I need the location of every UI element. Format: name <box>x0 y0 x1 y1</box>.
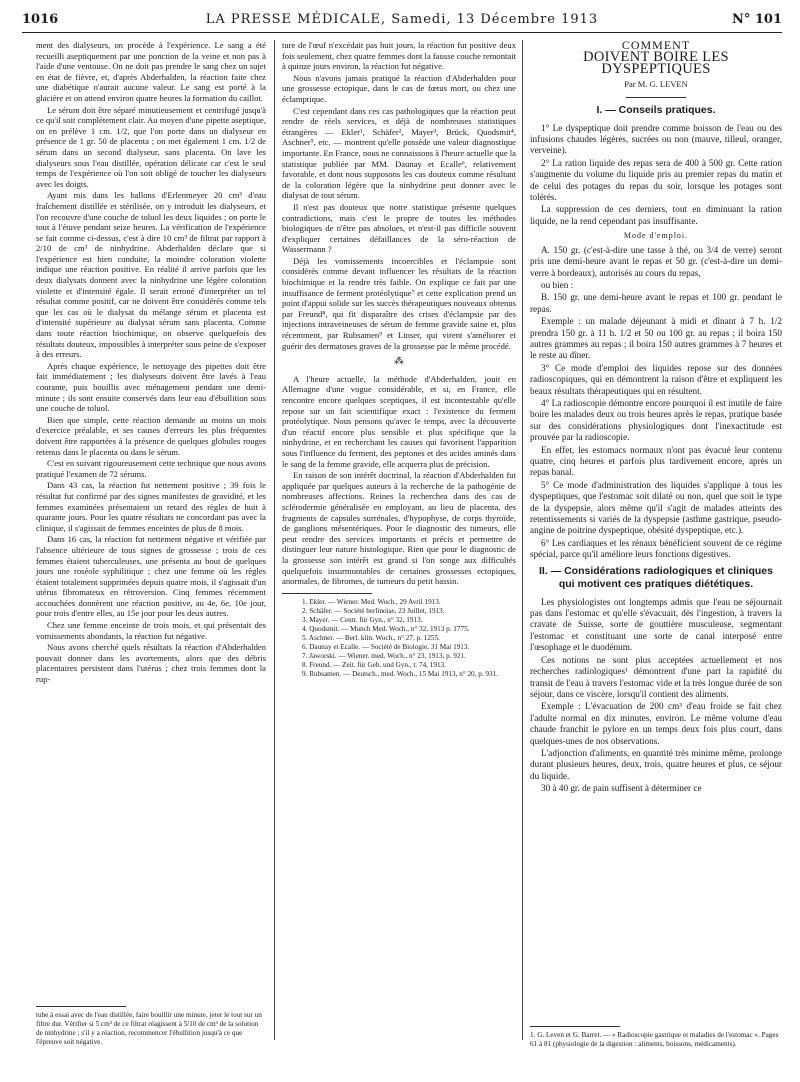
footnote: 5. Aschner. — Berl. klin. Woch., n° 27, p. 1255. <box>302 633 440 642</box>
paragraph: Nous n'avons jamais pratiqué la réaction d'Abderhalden pour une grossesse ectopique, dans le cas de fœtus mort, ou chez une éclamptique. <box>282 72 516 104</box>
paragraph: Les physiologistes ont longtemps admis que l'eau ne séjournait pas dans l'estomac et qu'elle s'évacuait, dès l'ingestion, à travers la cravate de Suisse, sorte de gouttière musculeuse, segmentant l'estomac et constituant une sorte de canal interposé entre l'œsophage et le duodénum. <box>530 596 782 653</box>
footnote: 8. Freund. — Zeit. für Geb. und Gyn., t. 74, 1913. <box>302 660 446 669</box>
paragraph: Le sérum doit être séparé minutieusement et centrifugé jusqu'à ce qu'il soit complètement clair. Au moyen d'une pipette aseptique, on en prélève 1 cm. 1/2, que l'on porte dans un dialyseur en présence de 1 gr. 50 de placenta ; on met également 1 cm. 1/2 de sérum dans un second dialyseur, sans placenta. On lave les dialyseurs sous l'eau distillée, opération délicate car c'est le seul temps de l'expérience où l'on soit obligé de toucher les dialyseurs avec les doigts. <box>36 104 266 189</box>
column-3 <box>530 40 782 1040</box>
paragraph: ture de l'œuf n'excédait pas huit jours, la réaction fut positive deux fois seulement, chez quatre femmes dont la fausse couche remontait à quinze jours environ, la réaction fut négative. <box>282 40 516 72</box>
paragraph: Dans 43 cas, la réaction fut nettement positive ; 39 fois le résultat fut confirmé par des signes manifestes de gravidité, et les femmes examinées présentaient un retard des règles de huit à quarante jours. Pour les quatre résultats ne concordant pas avec la clinique, il s'agissait de femmes enceintes de plus de 8 mois. <box>36 480 266 533</box>
paragraph: C'est cependant dans ces cas pathologiques que la réaction peut rendre de réels services, et déjà de nombreuses statistiques étrangères — Ekler¹, Schäfer², Mayer³, Brück, Quodsmit⁴, Aschner⁵, etc. — montrent qu'elle possède une valeur diagnostique importante. En France, nous ne connaissons à l'heure actuelle que la statistique publiée par MM. Daunay et Ecalle⁶, relativement favorable, et dont nous supposons les cas douteux comme résultant de la coloration légère que la ninhydrine peut donner avec le dialysat de tout sérum. <box>282 105 516 201</box>
column-divider <box>274 40 275 1040</box>
footnote: 3. Mayer. — Centr. für Gyn., n° 32, 1913. <box>302 615 423 624</box>
title-rule <box>626 97 686 98</box>
paragraph: 30 à 40 gr. de pain suffisent à déterminer ce <box>541 783 702 794</box>
article-byline: Par M. G. LEVEN <box>624 79 688 90</box>
article-title-line1: COMMENT <box>621 38 691 52</box>
paragraph: Exemple : un malade déjeunant à midi et dînant à 7 h. 1/2 prendra 150 gr. à 11 h. 1/2 et 50 ou 100 gr. au repas ; il boira 150 autres grammes au repas ; il boira 150 autres grammes à 7 heures et le reste au dîner. <box>530 316 782 361</box>
issue-number: N° 101 <box>731 12 782 27</box>
footnote-rule <box>530 1026 620 1027</box>
paragraph: ou bien : <box>541 279 574 290</box>
paragraph: 5° Ce mode d'administration des liquides s'applique à tous les dyspeptiques, que l'estomac soit dilaté ou non, quel que soit le type de la dyspepsie, alors même qu'il s'agit de malades atteints des retentissements si variés de la dyspepsie (asthme gastrique, pseudo-angine de poitrine dyspeptique, obésité dyspeptique, etc.). <box>530 479 782 536</box>
footnote-continuation <box>36 1000 266 1047</box>
paragraph: Nous avons cherché quels résultats la réaction d'Abderhalden pouvait donner dans les avortements, alors que des débris placentaires persistent dans l'utérus ; chez trois femmes dont la rup- <box>36 642 266 685</box>
paragraph: L'adjonction d'aliments, en quantité très minime même, prolonge durant plusieurs heures, deux, trois, quatre heures et plus, ce séjour du liquide. <box>530 747 782 781</box>
paragraph: La suppression de ces derniers, tout en diminuant la ration liquide, ne la rend cependant pas insuffisante. <box>530 204 782 226</box>
paragraph: 2° La ration liquide des repas sera de 400 à 500 gr. Cette ration s'augmente du volume du liquide pris au premier repas du matin et de celui des potages du repas du soir, lorsque les potages sont tolérés. <box>530 157 782 203</box>
footnote: 7. Jaworski. — Wiener. med. Woch., n° 23, 1913, p. 921. <box>302 651 466 660</box>
article-title-line2: DOIVENT BOIRE LES DYSPEPTIQUES <box>583 49 729 77</box>
paragraph: C'est en suivant rigoureusement cette technique que nous avons pratiqué l'examen de 72 sérums. <box>36 458 266 479</box>
subheading: Mode d'emploi. <box>623 231 689 241</box>
footnote-rule <box>36 1006 126 1007</box>
paragraph: B. 150 gr. une demi-heure avant le repas et 100 gr. pendant le repas. <box>530 292 782 314</box>
column-divider <box>522 40 523 1040</box>
section-separator-stars: ⁂ <box>394 356 404 368</box>
section-heading: II. — Considérations radiologiques et cliniques qui motivent ces pratiques diététiques. <box>539 564 773 590</box>
footnote-text: tube à essai avec de l'eau distillée, faire bouillir une minute, jeter le tout sur un filtre dur. Vérifier si 5 cm³ de ce filtrat réagissent à 5/10 de cm³ de la solution de ninhydrine ; s'il y a réaction, recommencer l'ébullition jusqu'à ce que l'épreuve soit négative. <box>36 1011 262 1046</box>
paragraph: Ces notions ne sont plus acceptées actuellement et nos recherches radiologiques¹ démontrent d'une part la rapidité du transit de l'eau à travers l'estomac vide et la très longue durée de son séjour, dans ce viscère, lorsqu'il contient des aliments. <box>530 654 782 699</box>
page-number: 1016 <box>22 12 59 27</box>
paragraph: Bien que simple, cette réaction demande au moins un mois d'exercice préalable, et ses causes d'erreurs les plus fréquentes doivent être rapportées à la présence de quelques globules rouges retenus dans le placenta ou dans le sérum. <box>36 414 266 457</box>
paragraph: Exemple : L'évacuation de 200 cm³ d'eau froide se fait chez l'adulte normal en dix minutes, environ. Le même volume d'eau chaude franchit le pylore en un temps deux fois plus court, dans quelques-unes de nos observations. <box>530 701 782 746</box>
paragraph: Déjà les vomissements incoercibles et l'éclampsie sont considérés comme devant influencer les résultats de la réaction biochimique et la rendre très faible. On explique ce fait par une insuffisance de ferment protéolytique⁷ et cette explication prend un point d'appui solide sur les succès thérapeutiques nouveaux obtenus par Freund⁸, qui fit disparaître des crises d'éclampsie par des injections intraveineuses de sérum de femme gravide saine et, plus récemment, par Rubsamen⁹ et Linser, qui virent s'améliorer et guérir des dermatoses graves de la grossesse par le même procédé. <box>282 255 516 351</box>
paragraph: 4° La radioscopie démontre encore pourquoi il est inutile de faire boire les malades deux ou trois heures après le repas, pratique basée sur des considérations physiologiques dont l'inexactitude est prouvée par la radioscopie. <box>530 397 782 443</box>
paragraph: ment des dialyseurs, on procède à l'expérience. Le sang a été recueilli aseptiquement par une ponction de la veine et non pas à l'aide d'une ventouse. On ne doit pas prendre le sang chez un sujet en état de fièvre, et, d'après Abderhalden, la réaction faite chez une diabétique n'aurait aucune valeur. Le sang est porté à la glacière et on attend environ quatre heures la formation du caillot. <box>36 40 266 103</box>
footnote: 6. Daunay et Ecalle. — Société de Biologie, 31 Mai 1913. <box>302 642 470 651</box>
footnote: 4. Quodsmit. — Munch Med. Woch., n° 32, 1913 p. 1775. <box>302 624 470 633</box>
paragraph: A. 150 gr. (c'est-à-dire une tasse à thé, ou 3/4 de verre) seront pris une demi-heure avant le repas et 50 gr. (c'est-à-dire un demi-verre à bordeaux), autorisés au cours du repas, <box>530 244 782 278</box>
section-heading: I. — Conseils pratiques. <box>596 103 716 116</box>
footnote-rule <box>282 593 372 594</box>
footnote: 2. Schäfer. — Société berlinoise, 23 Juillet, 1913. <box>302 606 445 615</box>
paragraph: Après chaque expérience, le nettoyage des pipettes doit être fait immédiatement ; les dialyseurs doivent être lavés à l'eau courante, puis bouillis avec ménagement pendant une demi-minute ; ils sont ensuite conservés dans leur eau d'ébullition sous une couche de toluol. <box>36 360 266 414</box>
paragraph: 1° Le dyspeptique doit prendre comme boisson de l'eau ou des infusions chaudes légères, sucrées ou non (mauve, tilleul, oranger, verveine). <box>530 122 782 156</box>
page-header <box>22 10 782 33</box>
footnote-block <box>530 1020 782 1049</box>
paragraph: A l'heure actuelle, la méthode d'Abderhalden, jouit en Allemagne d'une vogue considérable, et si, en France, elle rencontre encore quelques sceptiques, il est incontestable qu'elle repose sur un fait scientifique exact : l'existence du ferment protéolytique. Nous pensons qu'avec le temps, avec la découverte d'un réactif encore plus sensible et plus spécifique que la ninhydrine, et en recherchant les causes qui favorisent l'apparition sous l'influence du ferment, des peptones et des acides aminés dans le sang de la femme gravide, elle acquerra plus de précision. <box>282 373 516 469</box>
paragraph: En raison de son intérêt doctrinal, la réaction d'Abderhalden fut appliquée par quelques auteurs à la recherche de la pathogénie de nombreuses affections. Reines la recherchea dans des cas de sclérodermie généralisée en employant, au lieu de placenta, des fragments de capsules surrénales, d'hypophyse, de corps thyroïde, de ganglions mésentériques. Pour le diagnostic des tumeurs, elle peut rendre des services importants et précis et permettre de distinguer leur nature histologique. Rien que pour le diagnostic de la grossesse son intérêt est grand si l'on songe aux difficultés quelquefois insurmontables de certaines grossesses ectopiques, anormales, de fibromes, de tumeurs du petit bassin. <box>282 470 516 587</box>
paragraph: Il n'est pas douteux que notre statistique présente quelques contradictions, mais c'est le propre de toutes les méthodes biologiques de n'être pas absolues, et n'est-il pas difficile souvent d'expliquer certaines défaillances de la séro-réaction de Wassermann ? <box>282 201 516 255</box>
paragraph: Chez une femme enceinte de trois mois, et qui présentait des vomissements abondants, la réaction fut négative. <box>36 620 266 641</box>
column-2 <box>282 40 516 870</box>
footnote: 9. Rubsamen. — Deutsch., med. Woch., 15 Mai 1913, n° 20, p. 931. <box>302 669 499 678</box>
footnote: 1. Ekler. — Wiener. Med. Woch., 29 Avril 1913. <box>302 597 441 606</box>
paragraph: 3° Ce mode d'emploi des liquides repose sur des données radioscopiques, qui en démontrent la raison d'être et expliquent les beaux résultats thérapeutiques qui en résultent. <box>530 362 782 396</box>
column-1 <box>36 40 266 1040</box>
paragraph: 6° Les cardiaques et les rénaux bénéficient souvent de ce régime spécial, parce qu'il améliore leurs fonctions digestives. <box>530 537 782 560</box>
paragraph: Dans 16 cas, la réaction fut nettement négative et vérifiée par l'absence ultérieure de tous signes de grossesse ; trois de ces femmes étaient tuberculeuses, une présenta au bout de quelques jours une roséole syphilitique ; chez une femme où les règles étaient totalement supprimées depuis quatre mois, il s'agissait d'un utérus fibromateux en rétroversion. Cinq femmes récemment accouchées donnèrent une réaction positive, au 4e, 6e, 10e jour, pour trois d'entre elles, au 15e jour pour les deux autres. <box>36 534 266 619</box>
paragraph: Ayant mis dans les ballons d'Erlenmeyer 20 cm³ d'eau fraîchement distillée et stérilisée, on y introduit les dialyseurs, et l'on recouvre d'une couche de toluol les deux liquides ; on porte le tout à l'étuve pendant seize heures. La vérification de l'expérience se fait comme ci-dessus, c'est à dire 10 cm³ de filtrat par rapport à 2/10 de cm³ de ninhydrine. Abderhalden déclare que si l'expérience est bien conduite, la moindre coloration violette indique une réaction positive. En réalité il arrive parfois que les deux dialysats donnent avec la ninhydrine une légère coloration violette et d'intensité égale. Il serait erroné d'interpréter un tel résultat comme positif, car ne doivent être considérés comme tels que les cas où le dialysat du mélange sérum et placenta est d'intensité supérieure au dialysat sérum sans placenta. Comme dans toute réaction biochimique, on observe quelquefois des résultats douteux, impossibles à interpréter sous peine de s'exposer à des erreurs. <box>36 190 266 360</box>
footnote-text: 1. G. Leven et G. Barret. — « Radioscopie gastrique et maladies de l'estomac ». Pages 61 à 81 (physiologie de la digestion : aliments, boissons, médicaments). <box>530 1031 779 1048</box>
journal-title: LA PRESSE MÉDICALE, Samedi, 13 Décembre 1913 <box>205 12 599 27</box>
paragraph: En effet, les estomacs normaux n'ont pas évacué leur contenu quatre, cinq heures et parfois plus tardivement encore, après un repas banal. <box>530 444 782 478</box>
